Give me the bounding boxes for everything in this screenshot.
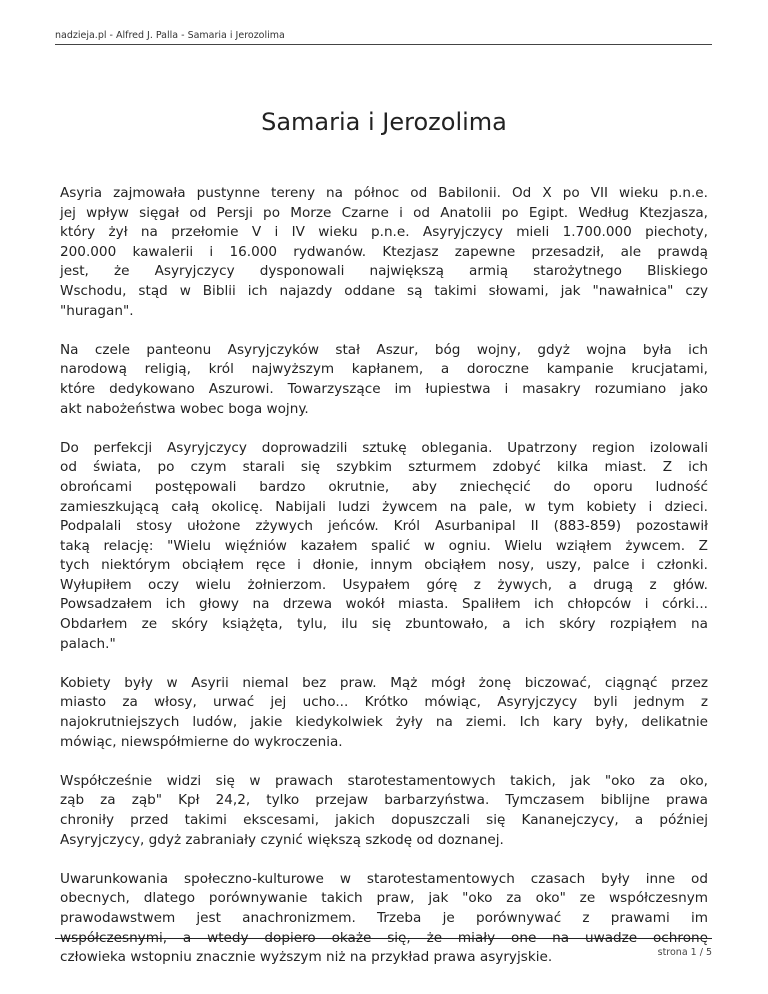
text-line: Na czele panteonu Asyryjczyków stał Aszur, bóg wojny, gdyż wojna była ich: [60, 341, 708, 358]
text-line: człowieka wstopniu znacznie wyższym niż na przykład prawa asyryjskie.: [60, 949, 553, 966]
text-line: Kobiety były w Asyrii niemal bez praw. Mąż mógł żonę biczować, ciągnąć przez: [60, 674, 708, 691]
text-line: Powsadzałem ich głowy na drzewa wokół miasta. Spaliłem ich chłopców i córki...: [60, 596, 708, 613]
paragraph: [60, 341, 708, 419]
text-line: Współcześnie widzi się w prawach starotestamentowych takich, jak "oko za oko,: [60, 772, 708, 789]
text-line: miasto za włosy, urwać jej ucho... Krótko mówiąc, Asyryjczycy byli jednym z: [60, 694, 708, 711]
text-line: obrońcami postępowali bardzo okrutnie, aby zniechęcić do oporu ludność: [60, 478, 708, 495]
text-line: taką relację: "Wielu więźniów kazałem spalić w ogniu. Wielu wziąłem żywcem. Z: [60, 537, 708, 554]
paragraph: [60, 674, 708, 752]
text-line: Wyłupiłem oczy wielu żołnierzom. Usypałem górę z żywych, a drugą z głów.: [60, 576, 708, 593]
text-line: Podpalali stosy ułożone zżywych jeńców. Król Asurbanipal II (883-859) pozostawił: [60, 518, 708, 535]
text-line: Do perfekcji Asyryjczycy doprowadzili sztukę oblegania. Upatrzony region izolowali: [60, 439, 708, 456]
text-line: chroniły przed takimi ekscesami, jakich dopuszczali się Kananejczycy, a później: [60, 812, 708, 828]
text-line: Wschodu, stąd w Biblii ich najazdy oddane są takimi słowami, jak "nawałnica" czy: [60, 282, 708, 299]
text-line: palach.": [60, 635, 116, 652]
running-header: nadzieja.pl - Alfred J. Palla - Samaria i Jerozolima: [55, 30, 712, 45]
footer-divider: [55, 938, 712, 939]
paragraph: [60, 439, 708, 655]
text-line: Asyryjczycy, gdyż zabraniały czynić większą szkodę od doznanej.: [60, 831, 504, 848]
document-body: [60, 184, 708, 987]
text-line: obecnych, dlatego porównywanie takich praw, jak "oko za oko" ze współczesnym: [60, 890, 708, 907]
text-line: współczesnymi, a wtedy dopiero okaże się, że miały one na uwadze ochronę: [60, 929, 708, 946]
text-line: narodową religią, król najwyższym kapłanem, a doroczne kampanie krucjatami,: [60, 361, 708, 378]
text-line: Obdarłem ze skóry książęta, tylu, ilu się zbuntowało, a ich skóry rozpiąłem na: [60, 616, 708, 633]
document-title: Samaria i Jerozolima: [261, 108, 507, 136]
text-line: jej wpływ sięgał od Persji po Morze Czarne i od Anatolii po Egipt. Według Ktezjasza,: [60, 204, 708, 221]
text-line: od świata, po czym starali się szybkim szturmem zdobyć kilka miast. Z ich: [60, 459, 708, 476]
text-line: ząb za ząb" Kpł 24,2, tylko przejaw barbarzyństwa. Tymczasem biblijne prawa: [60, 792, 708, 809]
text-line: "huragan".: [60, 302, 134, 319]
text-line: zamieszkującą całą okolicę. Nabijali ludzi żywcem na pale, w tym kobiety i dzieci.: [60, 498, 708, 515]
text-line: który żył na przełomie V i IV wieku p.n.e. Asyryjczycy mieli 1.700.000 piechoty,: [60, 224, 708, 241]
text-line: 200.000 kawalerii i 16.000 rydwanów. Ktezjasz zapewne przesadził, ale prawdą: [60, 243, 708, 260]
text-line: tych niektórym obciąłem ręce i dłonie, innym obciąłem nosy, uszy, palce i członki.: [60, 557, 708, 574]
text-line: akt nabożeństwa wobec boga wojny.: [60, 400, 309, 417]
text-line: najokrutniejszych ludów, jakie kiedykolwiek żyły na ziemi. Ich kary były, delikatnie: [60, 714, 708, 731]
page-number: strona 1 / 5: [657, 947, 712, 958]
text-line: jest, że Asyryjczycy dysponowali największą armią starożytnego Bliskiego: [60, 263, 708, 280]
paragraph: [60, 184, 708, 321]
text-line: Uwarunkowania społeczno-kulturowe w starotestamentowych czasach były inne od: [60, 870, 708, 887]
text-line: prawodawstwem jest anachronizmem. Trzeba je porównywać z prawami im: [60, 909, 708, 926]
paragraph: [60, 772, 708, 850]
text-line: które dedykowano Aszurowi. Towarzyszące im łupiestwa i masakry rozumiano jako: [60, 380, 708, 397]
paragraph: [60, 870, 708, 968]
text-line: Asyria zajmowała pustynne tereny na północ od Babilonii. Od X po VII wieku p.n.e.: [60, 185, 708, 201]
text-line: mówiąc, niewspółmierne do wykroczenia.: [60, 733, 343, 750]
